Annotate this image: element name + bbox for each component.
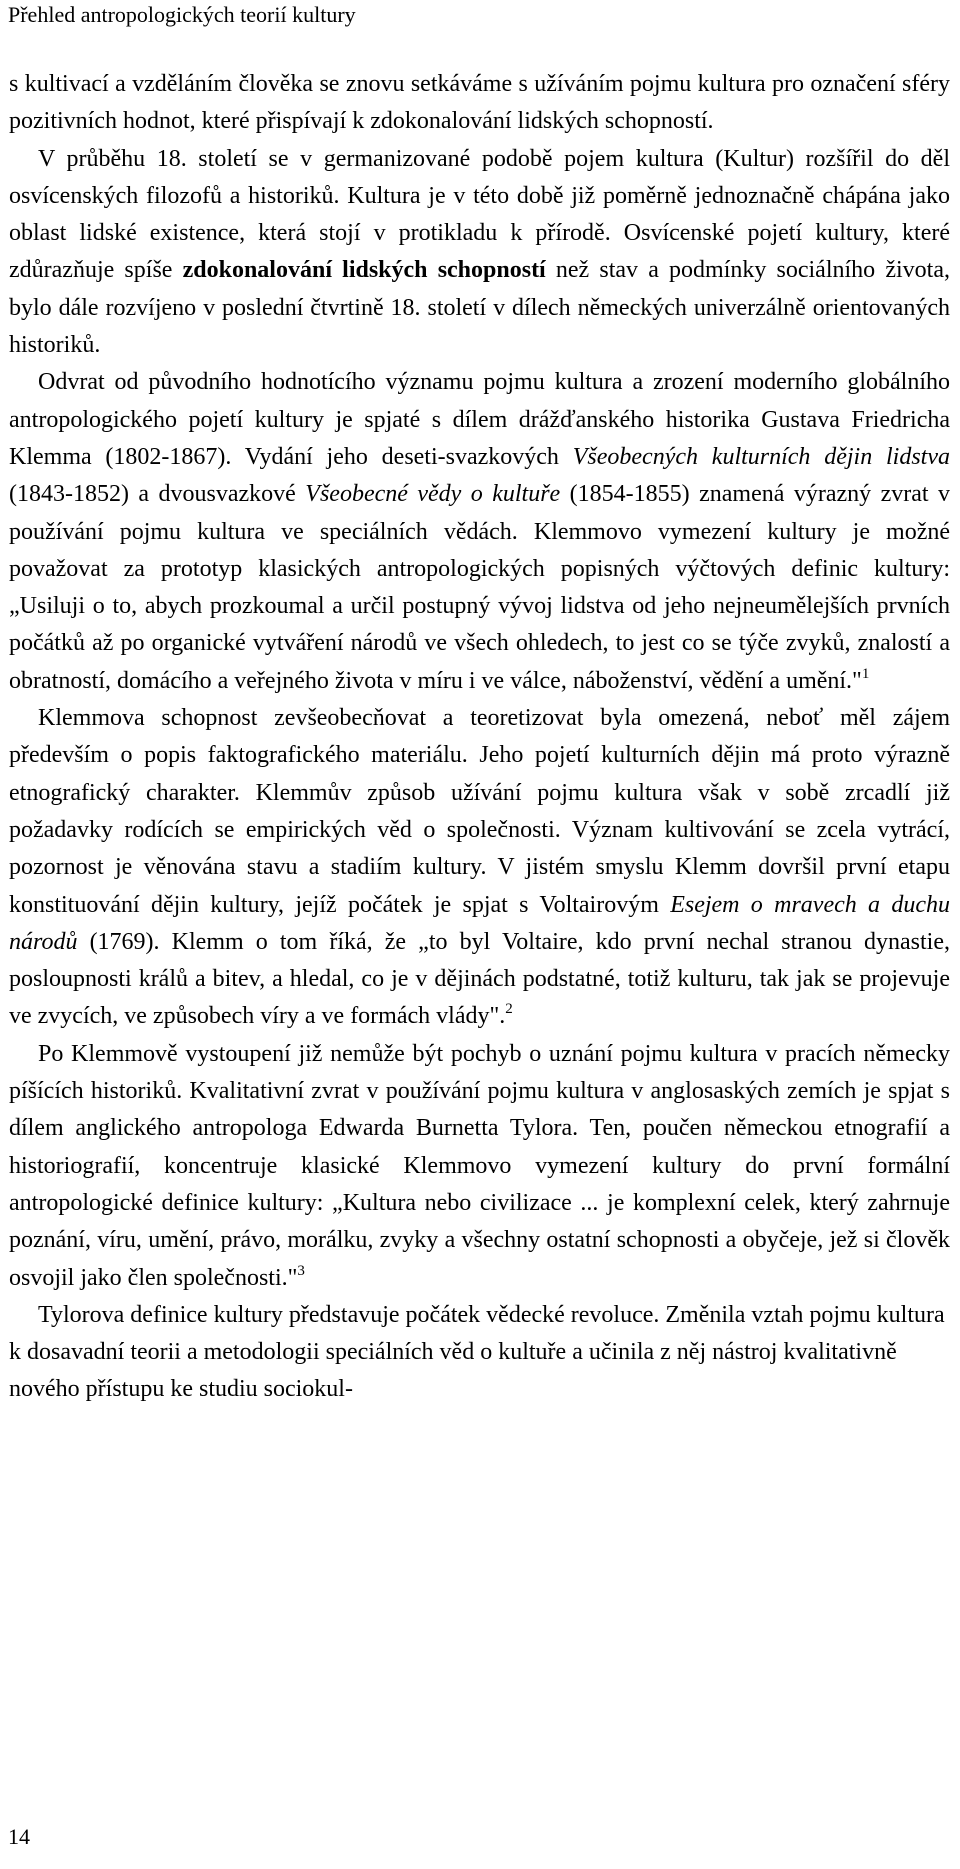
footnote-ref: 3 bbox=[297, 1262, 305, 1279]
bold-phrase: zdokonalování lidských schopností bbox=[182, 257, 546, 284]
paragraph bbox=[9, 1036, 950, 1297]
running-header: Přehled antropologických teorií kultury bbox=[8, 2, 356, 27]
italic-title: Všeobecných kulturních dějin lidstva bbox=[572, 443, 951, 470]
body-text bbox=[9, 66, 950, 1409]
text-segment: než stav a podmínky sociálního života, bylo dále rozvíjeno v poslední čtvrtině 18. století v dílech německých univerzálně orientovaných historiků. bbox=[9, 257, 950, 359]
paragraph bbox=[9, 700, 950, 1036]
paragraph bbox=[9, 141, 950, 365]
text-segment: V průběhu 18. století se v germanizované podobě pojem kultura (Kultur) rozšířil do děl osvícenských filozofů a historiků. Kultura je v této době již poměrně jednoznačně chápána jako oblast lidské existence, která stojí v protikladu k přírodě. Osvícenské pojetí kultury, které zdůrazňuje spíše bbox=[9, 145, 950, 284]
paragraph bbox=[9, 66, 950, 141]
text-segment: (1843-1852) a dvousvazkové bbox=[9, 481, 306, 508]
text-segment: Klemmova schopnost zevšeobecňovat a teoretizovat byla omezená, neboť měl zájem především o popis faktografického materiálu. Jeho pojetí kulturních dějin má proto výrazně etnografický charakter. Klemmův způsob užívání pojmu kultura však v sobě zrcadlí již požadavky rodících se empirických věd o společnosti. Význam kultivování se zcela vytrácí, pozornost je věnována stavu a stadiím kultury. V jistém smyslu Klemm dovršil první etapu konstituování dějin kultury, jejíž počátek je spjat s Voltairovým bbox=[9, 705, 950, 918]
italic-title: Všeobecné vědy o kultuře bbox=[305, 481, 561, 508]
text-segment: Tylorova definice kultury představuje počátek vědecké revoluce. Změnila vztah pojmu kultura k dosavadní teorii a metodologii speciálních věd o kultuře a učinila z něj nástroj kvalitativně nového přístupu ke studiu sociokul- bbox=[9, 1301, 945, 1403]
page-number: 14 bbox=[8, 1824, 30, 1849]
paragraph bbox=[9, 364, 950, 700]
text-segment: Po Klemmově vystoupení již nemůže být pochyb o uznání pojmu kultura v pracích německy píšících historiků. Kvalitativní zvrat v používání pojmu kultura v anglosaských zemích je spjat s dílem anglického antropologa Edwarda Burnetta Tylora. Ten, poučen německou etnografií a historiografií, koncentruje klasické Klemmovo vymezení kultury do první formální antropologické definice kultury: „Kultura nebo civilizace ... je komplexní celek, který zahrnuje poznání, víru, umění, právo, morálku, zvyky a všechny ostatní schopnosti a obyčeje, jež si člověk osvojil jako člen společnosti." bbox=[9, 1040, 950, 1291]
paragraph bbox=[9, 1297, 950, 1409]
text-segment: Odvrat od původního hodnotícího významu pojmu kultura a zrození moderního globálního antropologického pojetí kultury je spjaté s dílem drážďanského historika Gustava Friedricha Klemma (1802-1867). Vydání jeho deseti-svazkových bbox=[9, 369, 950, 470]
footnote-ref: 2 bbox=[505, 1001, 513, 1018]
text-segment: (1854-1855) znamená výrazný zvrat v používání pojmu kultura ve speciálních vědách. Klemmovo vymezení kultury je možné považovat za prototyp klasických antropologických popisných výčtových definic kultury: „Usiluji o to, abych prozkoumal a určil postupný vývoj lidstva od jeho nejneumělejších prvních počátků až po organické vytváření národů ve všech ohledech, to jest co se týče zvyků, znalostí a obratností, domácího a veřejného života v míru i ve válce, náboženství, vědění a umění." bbox=[9, 481, 951, 694]
text-segment: (1769). Klemm o tom říká, že „to byl Voltaire, kdo první nechal stranou dynastie, posloupnosti králů a bitev, a hledal, co je v dějinách podstatné, totiž kulturu, tak jak se projevuje ve zvycích, ve způsobech víry a ve formách vlády". bbox=[9, 928, 950, 1030]
text-segment: s kultivací a vzděláním člověka se znovu setkáváme s užíváním pojmu kultura pro označení sféry pozitivních hodnot, které přispívají k zdokonalování lidských schopností. bbox=[9, 71, 950, 135]
italic-title: Esejem o mravech a duchu národů bbox=[9, 891, 951, 955]
footnote-ref: 1 bbox=[861, 665, 870, 682]
